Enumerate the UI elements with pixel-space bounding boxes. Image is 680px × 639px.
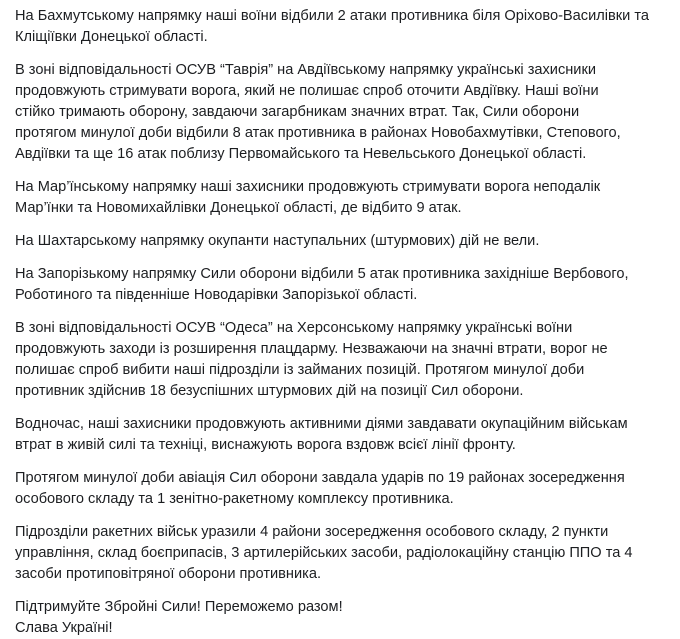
text-line: Слава Україні!	[15, 620, 113, 636]
text-line: втрат в живій силі та техніці, виснажують ворога вздовж всієї лінії фронту.	[15, 437, 516, 453]
paragraph-odesa	[15, 318, 670, 402]
text-line: На Шахтарському напрямку окупанти наступальних (штурмових) дій не вели.	[15, 233, 540, 249]
text-line: продовжують заходи із розширення плацдарму. Незважаючи на значні втрати, ворог не	[15, 341, 608, 357]
text-line: Підтримуйте Збройні Сили! Переможемо разом!	[15, 599, 343, 615]
text-line: В зоні відповідальності ОСУВ “Одеса” на Херсонському напрямку українські воїни	[15, 320, 573, 336]
text-line: Кліщіївки Донецької області.	[15, 29, 208, 45]
text-line: Мар’їнки та Новомихайлівки Донецької області, де відбито 9 атак.	[15, 200, 462, 216]
paragraph-tavria	[15, 60, 670, 165]
text-line: На Запорізькому напрямку Сили оборони відбили 5 атак противника західніше Вербового,	[15, 266, 629, 282]
text-line: В зоні відповідальності ОСУВ “Таврія” на Авдіївському напрямку українські захисники	[15, 62, 596, 78]
paragraph-bakhmut	[15, 6, 670, 48]
text-line: На Мар’їнському напрямку наші захисники продовжують стримувати ворога неподалік	[15, 179, 601, 195]
text-line: управління, склад боєприпасів, 3 артилерійських засоби, радіолокаційну станцію ППО та 4	[15, 545, 633, 561]
text-line: Авдіївки та ще 16 атак поблизу Первомайського та Невельського Донецької області.	[15, 146, 587, 162]
text-line: Протягом минулої доби авіація Сил оборони завдала ударів по 19 районах зосередження	[15, 470, 625, 486]
text-line: На Бахмутському напрямку наші воїни відбили 2 атаки противника біля Оріхово-Василівки та	[15, 8, 649, 24]
text-line: противник здійснив 18 безуспішних штурмових дій на позиції Сил оборони.	[15, 383, 524, 399]
paragraph-marinka	[15, 177, 670, 219]
post-body	[15, 6, 670, 639]
text-line: стійко тримають оборону, завдаючи загарбникам значних втрат. Так, Сили оборони	[15, 104, 580, 120]
paragraph-closing	[15, 597, 670, 639]
text-line: полишає спроб вибити наші підрозділи із займаних позицій. Протягом минулої доби	[15, 362, 585, 378]
text-line: засоби протиповітряної оборони противника.	[15, 566, 322, 582]
text-line: Підрозділи ракетних військ уразили 4 райони зосередження особового складу, 2 пункти	[15, 524, 609, 540]
paragraph-shakhtarsk	[15, 231, 670, 252]
paragraph-missile-troops	[15, 522, 670, 585]
text-line: Водночас, наші захисники продовжують активними діями завдавати окупаційним військам	[15, 416, 628, 432]
paragraph-active-actions	[15, 414, 670, 456]
text-line: Роботиного та південніше Новодарівки Запорізької області.	[15, 287, 418, 303]
text-line: особового складу та 1 зенітно-ракетному комплексу противника.	[15, 491, 454, 507]
text-line: продовжують стримувати ворога, який не полишає спроб оточити Авдіївку. Наші воїни	[15, 83, 599, 99]
paragraph-zaporizhzhia	[15, 264, 670, 306]
paragraph-aviation	[15, 468, 670, 510]
text-line: протягом минулої доби відбили 8 атак противника в районах Новобахмутівки, Степового,	[15, 125, 621, 141]
